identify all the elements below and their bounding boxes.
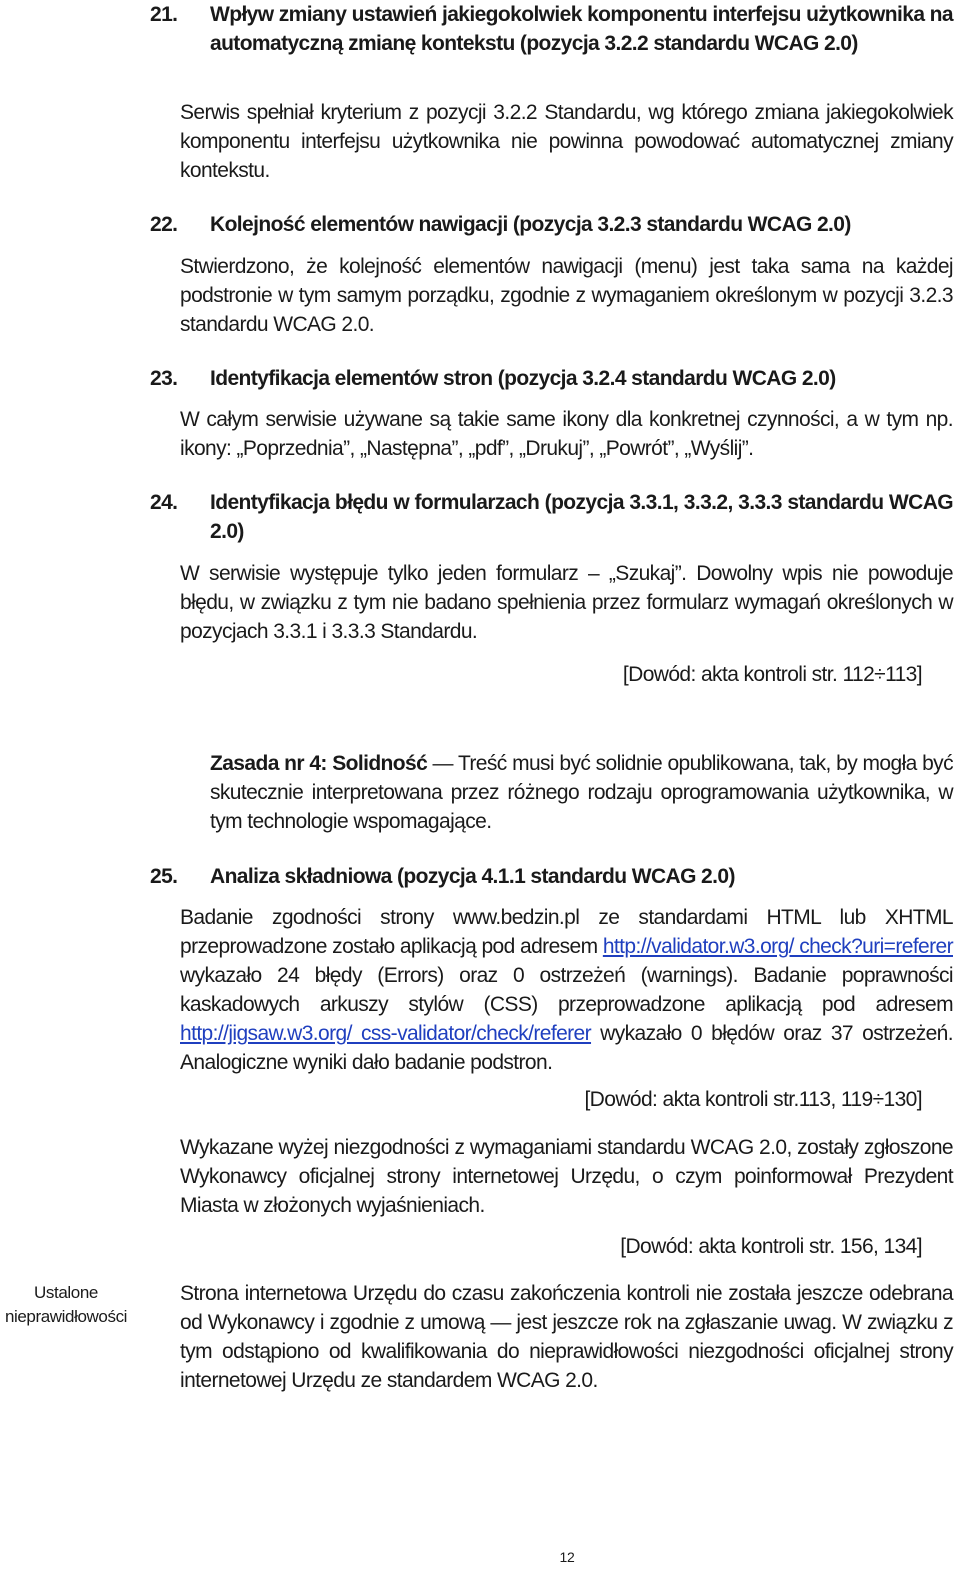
page-number: 12 <box>559 1549 575 1565</box>
section-number: 22. <box>150 213 178 236</box>
section-22-heading <box>150 210 953 239</box>
section-title: Analiza składniowa (pozycja 4.1.1 standardu WCAG 2.0) <box>210 865 735 888</box>
section-25-text-2: wykazało 24 błędy (Errors) oraz 0 ostrzeżeń (warnings). Badanie poprawności kaskadowych arkuszy stylów (CSS) przeprowadzone aplikacją pod adresem <box>180 964 953 1016</box>
section-21-body: Serwis spełniał kryterium z pozycji 3.2.2 Standardu, wg którego zmiana jakiegokolwiek komponentu interfejsu użytkownika nie powinna powodować automatycznej zmiany kontekstu. <box>180 101 953 182</box>
section-21-heading <box>150 0 953 58</box>
section-number: 24. <box>150 491 178 514</box>
section-24-body: W serwisie występuje tylko jeden formularz – „Szukaj”. Dowolny wpis nie powoduje błędu, w związku z tym nie badano spełnienia przez formularz wymagań określonych w pozycjach 3.3.1 i 3.3.3 Standardu. <box>180 562 953 643</box>
final-paragraph: Strona internetowa Urzędu do czasu zakończenia kontroli nie została jeszcze odebrana od Wykonawcy i zgodnie z umową — jest jeszcze rok na zgłaszanie uwag. W związku z tym odstąpiono od kwalifikowania do nieprawidłowości niezgodności oficjalnej strony internetowej Urzędu ze standardem WCAG 2.0. <box>180 1282 953 1392</box>
section-25-heading <box>150 862 953 891</box>
principle-label: Zasada nr 4: Solidność <box>210 752 428 775</box>
evidence-note: [Dowód: akta kontroli str. 112÷113] <box>622 663 922 686</box>
reported-paragraph: Wykazane wyżej niezgodności z wymaganiami standardu WCAG 2.0, zostały zgłoszone Wykonawcy oficjalnej strony internetowej Urzędu, o czym poinformował Prezydent Miasta w złożonych wyjaśnieniach. <box>180 1136 953 1217</box>
section-number: 21. <box>150 3 178 26</box>
section-22-body: Stwierdzono, że kolejność elementów nawigacji (menu) jest taka sama na każdej podstronie w tym samym porządku, zgodnie z wymaganiem określonym w pozycji 3.2.3 standardu WCAG 2.0. <box>180 255 953 336</box>
section-25-text-3: wykazało 0 błędów oraz 37 ostrzeżeń. Analogiczne wyniki dało badanie podstron. <box>180 1022 954 1074</box>
margin-note: Ustalone nieprawidłowości <box>4 1283 128 1326</box>
section-number: 23. <box>150 367 178 390</box>
section-title: Kolejność elementów nawigacji (pozycja 3.2.3 standardu WCAG 2.0) <box>210 213 851 236</box>
section-25-text-1: Badanie zgodności strony www.bedzin.pl ze standardami HTML lub XHTML przeprowadzone zostało aplikacją pod adresem <box>180 906 953 958</box>
section-title: Identyfikacja elementów stron (pozycja 3.2.4 standardu WCAG 2.0) <box>210 367 836 390</box>
css-validator-link[interactable]: http://jigsaw.w3.org/ css-validator/check/referer <box>180 1022 592 1045</box>
validator-link[interactable]: http://validator.w3.org/ check?uri=referer <box>602 935 953 958</box>
section-23-body: W całym serwisie używane są takie same ikony dla konkretnej czynności, a w tym np. ikony: „Poprzednia”, „Następna”, „pdf”, „Drukuj”, „Powrót”, „Wyślij”. <box>180 408 953 460</box>
section-23-heading <box>150 364 953 393</box>
section-title: Wpływ zmiany ustawień jakiegokolwiek komponentu interfejsu użytkownika na automatyczną zmianę kontekstu (pozycja 3.2.2 standardu WCAG 2.0) <box>210 3 953 55</box>
evidence-note: [Dowód: akta kontroli str.113, 119÷130] <box>584 1088 922 1111</box>
section-number: 25. <box>150 865 178 888</box>
principle-text: — Treść musi być solidnie opublikowana, tak, by mogła być skutecznie interpretowana przez różnego rodzaju oprogramowania użytkownika, w tym technologie wspomagające. <box>210 752 953 833</box>
section-25-body <box>180 903 953 1077</box>
principle-4 <box>210 749 953 836</box>
section-24-heading <box>150 488 953 546</box>
section-title: Identyfikacja błędu w formularzach (pozycja 3.3.1, 3.3.2, 3.3.3 standardu WCAG 2.0) <box>210 491 953 543</box>
evidence-note: [Dowód: akta kontroli str. 156, 134] <box>620 1235 922 1258</box>
